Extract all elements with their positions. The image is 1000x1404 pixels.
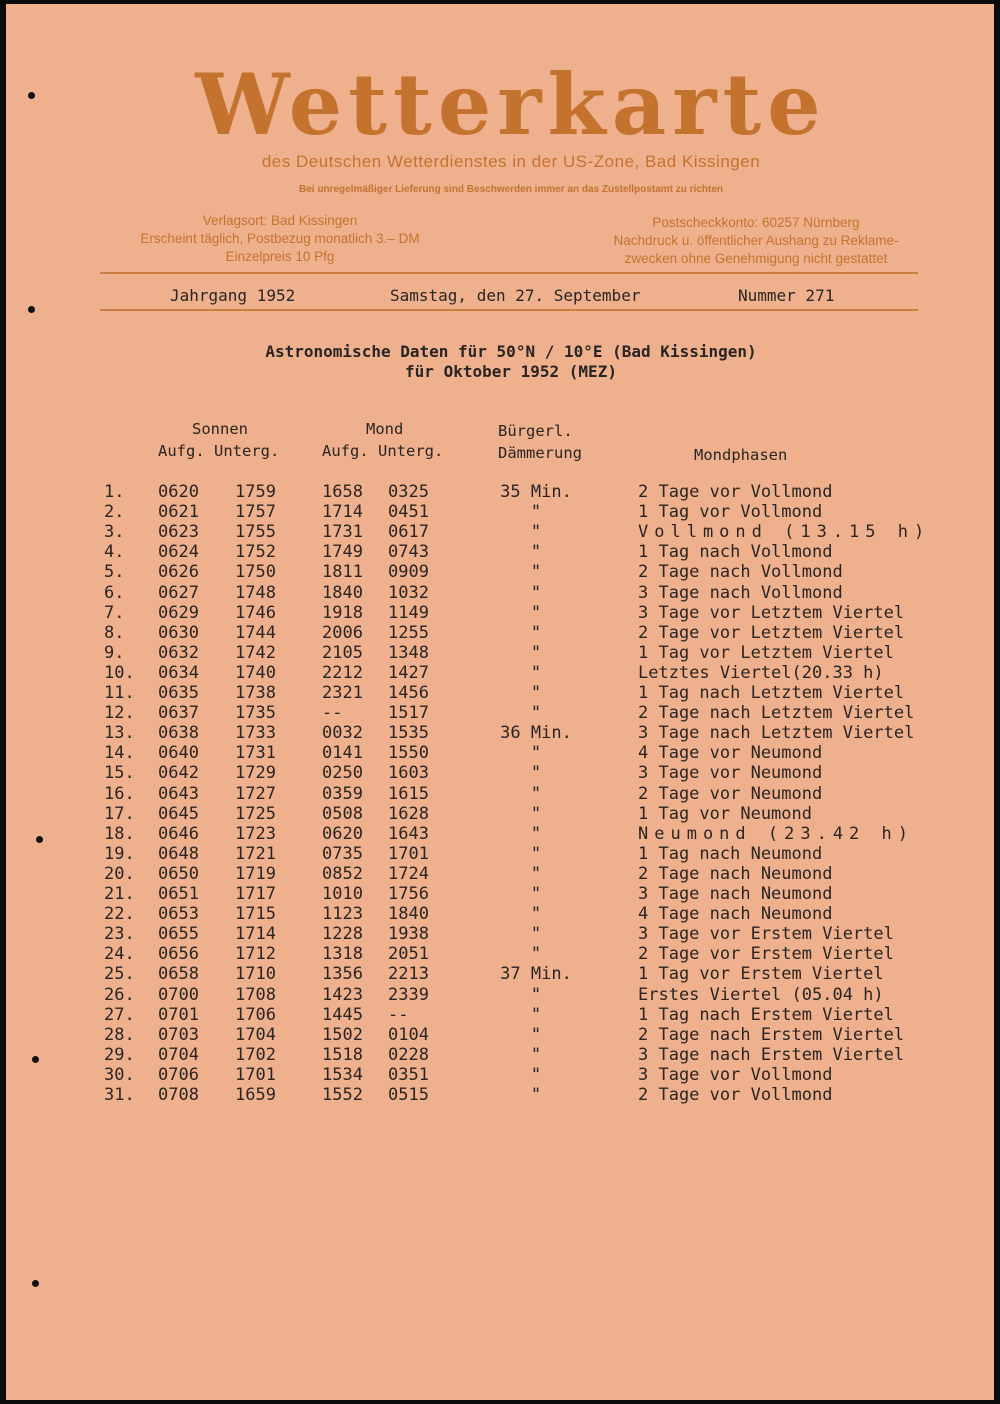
sunset-cell: 1715 (235, 904, 276, 925)
moonrise-cell: 1714 (322, 502, 363, 523)
table-row (6, 824, 994, 844)
sunrise-cell: 0653 (158, 904, 199, 925)
sunrise-cell: 0624 (158, 542, 199, 563)
table-row (6, 1065, 994, 1085)
day-cell: 4. (104, 542, 125, 563)
sunset-cell: 1701 (235, 1064, 276, 1085)
moon-phase-cell: 3 Tage vor Neumond (638, 763, 823, 784)
issue-date: Samstag, den 27. September (390, 286, 641, 305)
sunset-cell: 1742 (235, 642, 276, 663)
moonset-cell: 1701 (388, 843, 429, 864)
sunrise-cell: 0646 (158, 823, 199, 844)
sunrise-cell: 0630 (158, 622, 199, 643)
moonset-cell: 1628 (388, 803, 429, 824)
moon-phase-cell: 2 Tage nach Letztem Viertel (638, 703, 915, 724)
moonrise-cell: 1423 (322, 984, 363, 1005)
issue-volume: Jahrgang 1952 (170, 286, 296, 305)
sunrise-cell: 0708 (158, 1085, 199, 1105)
moonrise-cell: 1123 (322, 904, 363, 925)
day-cell: 19. (104, 843, 135, 864)
table-row (6, 583, 994, 603)
moonset-cell: 1456 (388, 683, 429, 703)
moonset-cell: 0351 (388, 1064, 429, 1085)
moonset-cell: 1348 (388, 642, 429, 663)
day-cell: 11. (104, 683, 135, 703)
publisher-line: Erscheint täglich, Postbezug monatlich 3.– DM (140, 231, 420, 246)
day-cell: 16. (104, 783, 135, 804)
day-cell: 31. (104, 1085, 135, 1105)
twilight-cell: " (530, 622, 542, 643)
table-row (6, 904, 994, 924)
moon-phase-cell: 3 Tage nach Vollmond (638, 582, 843, 603)
twilight-cell: " (530, 944, 542, 965)
twilight-cell: " (530, 1064, 542, 1085)
day-cell: 10. (104, 662, 135, 683)
moon-phase-cell: 2 Tage vor Neumond (638, 783, 823, 804)
moonrise-cell: 1318 (322, 944, 363, 965)
twilight-cell: " (530, 703, 542, 724)
sunset-cell: 1748 (235, 582, 276, 603)
twilight-cell: " (530, 522, 542, 543)
twilight-cell: " (530, 984, 542, 1005)
table-row (6, 1045, 994, 1065)
moonset-cell: 0909 (388, 562, 429, 583)
sunrise-cell: 0629 (158, 602, 199, 623)
twilight-cell: " (530, 863, 542, 884)
moonrise-cell: 1749 (322, 542, 363, 563)
moonrise-cell: 1918 (322, 602, 363, 623)
moon-phase-cell: 3 Tage vor Erstem Viertel (638, 924, 894, 945)
table-row (6, 482, 994, 502)
table-row (6, 723, 994, 743)
moonset-cell: 0228 (388, 1044, 429, 1065)
sunrise-cell: 0626 (158, 562, 199, 583)
table-row (6, 924, 994, 944)
sunset-cell: 1719 (235, 863, 276, 884)
day-cell: 5. (104, 562, 125, 583)
moon-phase-cell: 2 Tage nach Erstem Viertel (638, 1024, 905, 1045)
moonrise-cell: 2006 (322, 622, 363, 643)
publisher-line: Verlagsort: Bad Kissingen (202, 213, 358, 228)
moonrise-cell: 1658 (322, 482, 363, 502)
twilight-cell: " (530, 924, 542, 945)
publisher-info-left (110, 212, 450, 266)
moonset-cell: 1938 (388, 924, 429, 945)
sunset-cell: 1717 (235, 884, 276, 904)
table-row (6, 864, 994, 884)
moon-phase-cell: 1 Tag vor Neumond (638, 803, 812, 824)
moon-phase-cell: 4 Tage vor Neumond (638, 743, 823, 764)
table-row (6, 763, 994, 783)
twilight-cell: " (530, 884, 542, 904)
moonset-cell: 1149 (388, 602, 429, 623)
table-row (6, 784, 994, 804)
twilight-cell: " (530, 1004, 542, 1025)
moon-phase-cell: 2 Tage vor Erstem Viertel (638, 944, 894, 965)
moonset-cell: 1517 (388, 703, 429, 724)
day-cell: 29. (104, 1044, 135, 1065)
day-cell: 14. (104, 743, 135, 764)
publisher-line: Nachdruck u. öffentlicher Aushang zu Reklame- (613, 233, 899, 248)
day-cell: 6. (104, 582, 125, 603)
sunrise-cell: 0704 (158, 1044, 199, 1065)
moon-phase-cell: 1 Tag nach Letztem Viertel (638, 683, 905, 703)
twilight-cell: " (530, 683, 542, 703)
moonrise-cell: 1552 (322, 1085, 363, 1105)
sunset-cell: 1723 (235, 823, 276, 844)
moon-phase-cell: Neumond (23.42 h) (638, 823, 914, 844)
publisher-line: Postscheckkonto: 60257 Nürnberg (652, 215, 860, 230)
moon-phase-cell: 1 Tag vor Letztem Viertel (638, 642, 894, 663)
day-cell: 1. (104, 482, 125, 502)
twilight-cell: " (530, 783, 542, 804)
moonrise-cell: 0250 (322, 763, 363, 784)
table-row (6, 603, 994, 623)
moon-phase-cell: 2 Tage vor Vollmond (638, 1085, 833, 1105)
sunrise-cell: 0651 (158, 884, 199, 904)
moonset-cell: 2213 (388, 964, 429, 985)
masthead-subtitle: des Deutschen Wetterdienstes in der US-Zone, Bad Kissingen (261, 152, 761, 171)
moonrise-cell: 1534 (322, 1064, 363, 1085)
moonset-cell: 1427 (388, 662, 429, 683)
masthead-title: Wetterkarte (195, 55, 827, 154)
sunrise-cell: 0620 (158, 482, 199, 502)
sunrise-cell: 0638 (158, 723, 199, 744)
moonrise-cell: 2212 (322, 662, 363, 683)
sunset-cell: 1710 (235, 964, 276, 985)
sunset-cell: 1759 (235, 482, 276, 502)
table-row (6, 502, 994, 522)
sunrise-cell: 0706 (158, 1064, 199, 1085)
moonrise-cell: 2105 (322, 642, 363, 663)
table-row (6, 542, 994, 562)
twilight-cell: 37 Min. (500, 964, 572, 985)
moonrise-cell: 0735 (322, 843, 363, 864)
header-mondphasen: Mondphasen (694, 446, 788, 464)
moon-phase-cell: 1 Tag nach Neumond (638, 843, 823, 864)
table-row (6, 1025, 994, 1045)
table-row (6, 562, 994, 582)
moonset-cell: 1535 (388, 723, 429, 744)
day-cell: 15. (104, 763, 135, 784)
sunset-cell: 1755 (235, 522, 276, 543)
twilight-cell: 35 Min. (500, 482, 572, 502)
moonset-cell: 0515 (388, 1085, 429, 1105)
sunset-cell: 1704 (235, 1024, 276, 1045)
sunset-cell: 1702 (235, 1044, 276, 1065)
moon-phase-cell: 2 Tage nach Neumond (638, 863, 833, 884)
sunrise-cell: 0627 (158, 582, 199, 603)
moonrise-cell: 1731 (322, 522, 363, 543)
sunset-cell: 1752 (235, 542, 276, 563)
sunset-cell: 1721 (235, 843, 276, 864)
twilight-cell: " (530, 823, 542, 844)
moonrise-cell: 0032 (322, 723, 363, 744)
sunrise-cell: 0635 (158, 683, 199, 703)
moon-phase-cell: 2 Tage vor Vollmond (638, 482, 833, 502)
day-cell: 12. (104, 703, 135, 724)
twilight-cell: " (530, 662, 542, 683)
moon-phase-cell: 1 Tag nach Vollmond (638, 542, 833, 563)
sunrise-cell: 0703 (158, 1024, 199, 1045)
punch-hole (32, 1280, 39, 1287)
moonrise-cell: 1356 (322, 964, 363, 985)
moonset-cell: 0104 (388, 1024, 429, 1045)
table-row (6, 623, 994, 643)
moonset-cell: 1615 (388, 783, 429, 804)
moonset-cell: 1643 (388, 823, 429, 844)
moonset-cell: -- (388, 1004, 409, 1025)
twilight-cell: " (530, 763, 542, 784)
day-cell: 18. (104, 823, 135, 844)
table-subtitle: für Oktober 1952 (MEZ) (405, 362, 617, 381)
sunrise-cell: 0655 (158, 924, 199, 945)
moon-phase-cell: 3 Tage vor Letztem Viertel (638, 602, 905, 623)
sunset-cell: 1714 (235, 924, 276, 945)
moon-phase-cell: 2 Tage nach Vollmond (638, 562, 843, 583)
moonrise-cell: 1811 (322, 562, 363, 583)
day-cell: 21. (104, 884, 135, 904)
twilight-cell: " (530, 743, 542, 764)
moonrise-cell: 0359 (322, 783, 363, 804)
header-mond-sub: Aufg. Unterg. (322, 442, 444, 460)
moon-phase-cell: 3 Tage nach Letztem Viertel (638, 723, 915, 744)
sunset-cell: 1738 (235, 683, 276, 703)
moon-phase-cell: 3 Tage vor Vollmond (638, 1064, 833, 1085)
moonset-cell: 0451 (388, 502, 429, 523)
moonset-cell: 1255 (388, 622, 429, 643)
sunset-cell: 1731 (235, 743, 276, 764)
day-cell: 13. (104, 723, 135, 744)
twilight-cell: 36 Min. (500, 723, 572, 744)
day-cell: 24. (104, 944, 135, 965)
twilight-cell: " (530, 562, 542, 583)
sunset-cell: 1733 (235, 723, 276, 744)
sunset-cell: 1706 (235, 1004, 276, 1025)
moonset-cell: 1032 (388, 582, 429, 603)
table-row (6, 1005, 994, 1025)
moonrise-cell: 1502 (322, 1024, 363, 1045)
moon-phase-cell: 3 Tage nach Erstem Viertel (638, 1044, 905, 1065)
twilight-cell: " (530, 602, 542, 623)
twilight-cell: " (530, 904, 542, 925)
moon-phase-cell: Vollmond (13.15 h) (638, 522, 931, 543)
moonset-cell: 2339 (388, 984, 429, 1005)
twilight-cell: " (530, 542, 542, 563)
twilight-cell: " (530, 502, 542, 523)
header-mond: Mond (366, 420, 404, 438)
day-cell: 3. (104, 522, 125, 543)
sunrise-cell: 0623 (158, 522, 199, 543)
day-cell: 27. (104, 1004, 135, 1025)
sunset-cell: 1725 (235, 803, 276, 824)
sunrise-cell: 0640 (158, 743, 199, 764)
moon-phase-cell: Erstes Viertel (05.04 h) (638, 984, 884, 1005)
moonrise-cell: 1228 (322, 924, 363, 945)
table-row (6, 844, 994, 864)
twilight-cell: " (530, 1024, 542, 1045)
moonrise-cell: 1010 (322, 884, 363, 904)
moon-phase-cell: 3 Tage nach Neumond (638, 884, 833, 904)
day-cell: 30. (104, 1064, 135, 1085)
moonrise-cell: 0141 (322, 743, 363, 764)
table-row (6, 743, 994, 763)
sunset-cell: 1735 (235, 703, 276, 724)
moon-phase-cell: 2 Tage vor Letztem Viertel (638, 622, 905, 643)
sunrise-cell: 0637 (158, 703, 199, 724)
moonrise-cell: 0508 (322, 803, 363, 824)
moon-phase-cell: 1 Tag vor Vollmond (638, 502, 823, 523)
moonset-cell: 0325 (388, 482, 429, 502)
table-row (6, 884, 994, 904)
moonset-cell: 1756 (388, 884, 429, 904)
sunrise-cell: 0645 (158, 803, 199, 824)
table-row (6, 985, 994, 1005)
header-sonnen: Sonnen (192, 420, 248, 438)
moonset-cell: 1724 (388, 863, 429, 884)
moon-phase-cell: 1 Tag vor Erstem Viertel (638, 964, 884, 985)
day-cell: 20. (104, 863, 135, 884)
day-cell: 8. (104, 622, 125, 643)
moon-phase-cell: 1 Tag nach Erstem Viertel (638, 1004, 894, 1025)
day-cell: 9. (104, 642, 125, 663)
table-row (6, 663, 994, 683)
moon-phase-cell: 4 Tage nach Neumond (638, 904, 833, 925)
moonrise-cell: -- (322, 703, 343, 724)
moonrise-cell: 2321 (322, 683, 363, 703)
day-cell: 25. (104, 964, 135, 985)
day-cell: 28. (104, 1024, 135, 1045)
sunset-cell: 1746 (235, 602, 276, 623)
sunrise-cell: 0658 (158, 964, 199, 985)
moonset-cell: 1550 (388, 743, 429, 764)
moonset-cell: 2051 (388, 944, 429, 965)
sunset-cell: 1740 (235, 662, 276, 683)
moonrise-cell: 0852 (322, 863, 363, 884)
delivery-notice: Bei unregelmäßiger Lieferung sind Beschwerden immer an das Zustellpostamt zu richten (299, 184, 723, 195)
day-cell: 23. (104, 924, 135, 945)
sunset-cell: 1750 (235, 562, 276, 583)
table-row (6, 1085, 994, 1105)
twilight-cell: " (530, 582, 542, 603)
sunrise-cell: 0700 (158, 984, 199, 1005)
twilight-cell: " (530, 1085, 542, 1105)
twilight-cell: " (530, 803, 542, 824)
punch-hole (28, 92, 35, 99)
issue-number: Nummer 271 (738, 286, 835, 305)
publisher-line: zwecken ohne Genehmigung nicht gestattet (624, 251, 888, 266)
header-buergerl: Bürgerl. (498, 422, 573, 440)
header-rule-bottom (100, 309, 918, 311)
moonset-cell: 1603 (388, 763, 429, 784)
sunrise-cell: 0621 (158, 502, 199, 523)
moonset-cell: 0617 (388, 522, 429, 543)
table-row (6, 683, 994, 703)
table-row (6, 522, 994, 542)
table-row (6, 944, 994, 964)
sunrise-cell: 0650 (158, 863, 199, 884)
sunset-cell: 1744 (235, 622, 276, 643)
sunset-cell: 1729 (235, 763, 276, 784)
sunset-cell: 1712 (235, 944, 276, 965)
moonset-cell: 0743 (388, 542, 429, 563)
sunset-cell: 1727 (235, 783, 276, 804)
twilight-cell: " (530, 642, 542, 663)
sunrise-cell: 0632 (158, 642, 199, 663)
table-title: Astronomische Daten für 50°N / 10°E (Bad Kissingen) (265, 342, 757, 361)
sunrise-cell: 0701 (158, 1004, 199, 1025)
header-sonnen-sub: Aufg. Unterg. (158, 442, 280, 460)
moonrise-cell: 1518 (322, 1044, 363, 1065)
twilight-cell: " (530, 843, 542, 864)
sunset-cell: 1708 (235, 984, 276, 1005)
day-cell: 22. (104, 904, 135, 925)
day-cell: 26. (104, 984, 135, 1005)
moonrise-cell: 1840 (322, 582, 363, 603)
sunset-cell: 1659 (235, 1085, 276, 1105)
table-row (6, 804, 994, 824)
table-row (6, 703, 994, 723)
header-rule-top (100, 272, 918, 274)
document-page (6, 4, 994, 1400)
header-daemmerung: Dämmerung (498, 444, 582, 462)
sunrise-cell: 0648 (158, 843, 199, 864)
punch-hole (28, 306, 35, 313)
publisher-line: Einzelpreis 10 Pfg (225, 249, 335, 264)
sunset-cell: 1757 (235, 502, 276, 523)
moon-phase-cell: Letztes Viertel(20.33 h) (638, 662, 884, 683)
twilight-cell: " (530, 1044, 542, 1065)
sunrise-cell: 0642 (158, 763, 199, 784)
day-cell: 7. (104, 602, 125, 623)
table-row (6, 643, 994, 663)
sunrise-cell: 0643 (158, 783, 199, 804)
moonrise-cell: 1445 (322, 1004, 363, 1025)
publisher-info-right (576, 214, 936, 268)
table-row (6, 964, 994, 984)
sunrise-cell: 0634 (158, 662, 199, 683)
day-cell: 17. (104, 803, 135, 824)
moonset-cell: 1840 (388, 904, 429, 925)
moonrise-cell: 0620 (322, 823, 363, 844)
sunrise-cell: 0656 (158, 944, 199, 965)
day-cell: 2. (104, 502, 125, 523)
